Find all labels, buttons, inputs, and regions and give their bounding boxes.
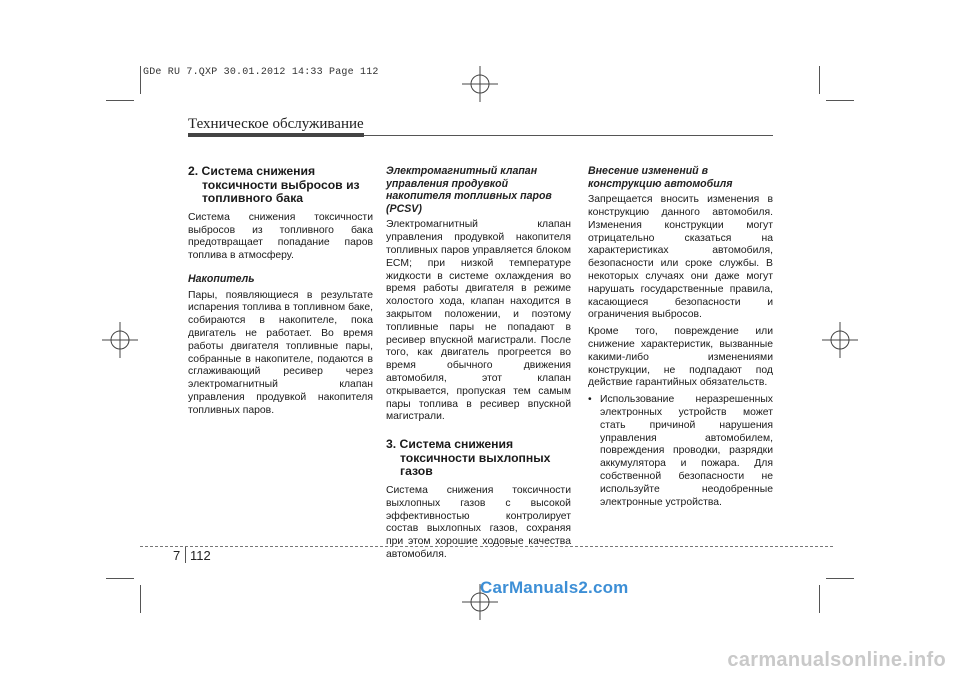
- paragraph: Пары, появляющиеся в результате испарения топлива в топливном баке, собираются в накопителе, пока двигатель не работает. Во время работы двигателя топливные пары, собранные в накопителе, подаются в сглаживающий ресивер через электромагнитный клапан управления продувкой накопителя топливных паров.: [188, 289, 373, 416]
- crop-mark: [106, 100, 134, 101]
- watermark-bottom: carmanualsonline.info: [727, 649, 946, 671]
- registration-mark-icon: [822, 322, 858, 358]
- chapter-number: 7: [173, 548, 181, 563]
- paragraph: Запрещается вносить изменения в конструкцию данного автомобиля. Изменения конструкции могут отрицательно сказаться на характеристиках автомобиля, безопасности или сроке службы. В некоторых случаях они даже могут нарушать государственные правила, касающиеся безопасности и ограничения выбросов.: [588, 194, 773, 321]
- paragraph: Кроме того, повреждение или снижение характеристик, вызванные какими-либо изменениями конструкции, не подпадают под действие гарантийных обязательств.: [588, 326, 773, 389]
- paragraph: Система снижения токсичности выбросов из топливного бака предотвращает попадание паров топлива в атмосферу.: [188, 211, 373, 262]
- crop-mark: [819, 66, 820, 94]
- crop-mark: [819, 585, 820, 613]
- registration-mark-icon: [102, 322, 138, 358]
- bullet-item: [588, 394, 773, 509]
- sub-heading: Электромагнитный клапан управления продувкой накопителя топливных паров (PCSV): [386, 165, 552, 215]
- column-1: [188, 165, 373, 422]
- section-heading: 2. Система снижения токсичности выбросов из топливного бака: [188, 164, 360, 206]
- column-3: [588, 165, 773, 509]
- bullet-dot-icon: •: [588, 394, 592, 406]
- page-number-separator: [185, 547, 186, 563]
- crop-mark: [826, 100, 854, 101]
- footer-divider: [140, 546, 833, 547]
- paragraph: Электромагнитный клапан управления продувкой накопителя топливных паров управляется блоком ECM; при низкой температуре жидкости в системе охлаждения во время работы двигателя в режиме холостого хода, клапан находится в закрытом положении, и поэтому топливные пары не попадают в ресивер впускной магистрали. После того, как двигатель прогреется во время обычного движения автомобиля, этот клапан открывается, пропуская тем самым пары топлива в ресивер впускной магистрали.: [386, 219, 571, 423]
- title-rule-thin: [364, 135, 773, 136]
- print-note: GDe RU 7.QXP 30.01.2012 14:33 Page 112: [143, 67, 379, 78]
- sub-heading: Внесение изменений в конструкцию автомобиля: [588, 165, 733, 190]
- watermark-link[interactable]: CarManuals2.com: [480, 578, 629, 597]
- section-title: Техническое обслуживание: [188, 116, 364, 132]
- sub-heading: Накопитель: [188, 272, 255, 285]
- crop-mark: [826, 578, 854, 579]
- paragraph: Система снижения токсичности выхлопных газов с высокой эффективностью контролирует состав выхлопных газов, сохраняя при этом хорошие ходовые качества автомобиля.: [386, 484, 571, 560]
- crop-mark: [140, 66, 141, 94]
- crop-mark: [106, 578, 134, 579]
- section-heading: 3. Система снижения токсичности выхлопных газов: [386, 437, 551, 479]
- bullet-text: Использование неразрешенных электронных устройств может стать причиной нарушения управления автомобилем, повреждения проводки, разрядки аккумулятора и пожара. Для собственной безопасности не используйте неодобренные электронные устройства.: [600, 394, 773, 508]
- page-number: 112: [190, 548, 211, 563]
- crop-mark: [140, 585, 141, 613]
- registration-mark-icon: [462, 66, 498, 102]
- column-2: [386, 165, 571, 566]
- title-rule-thick: [188, 133, 364, 137]
